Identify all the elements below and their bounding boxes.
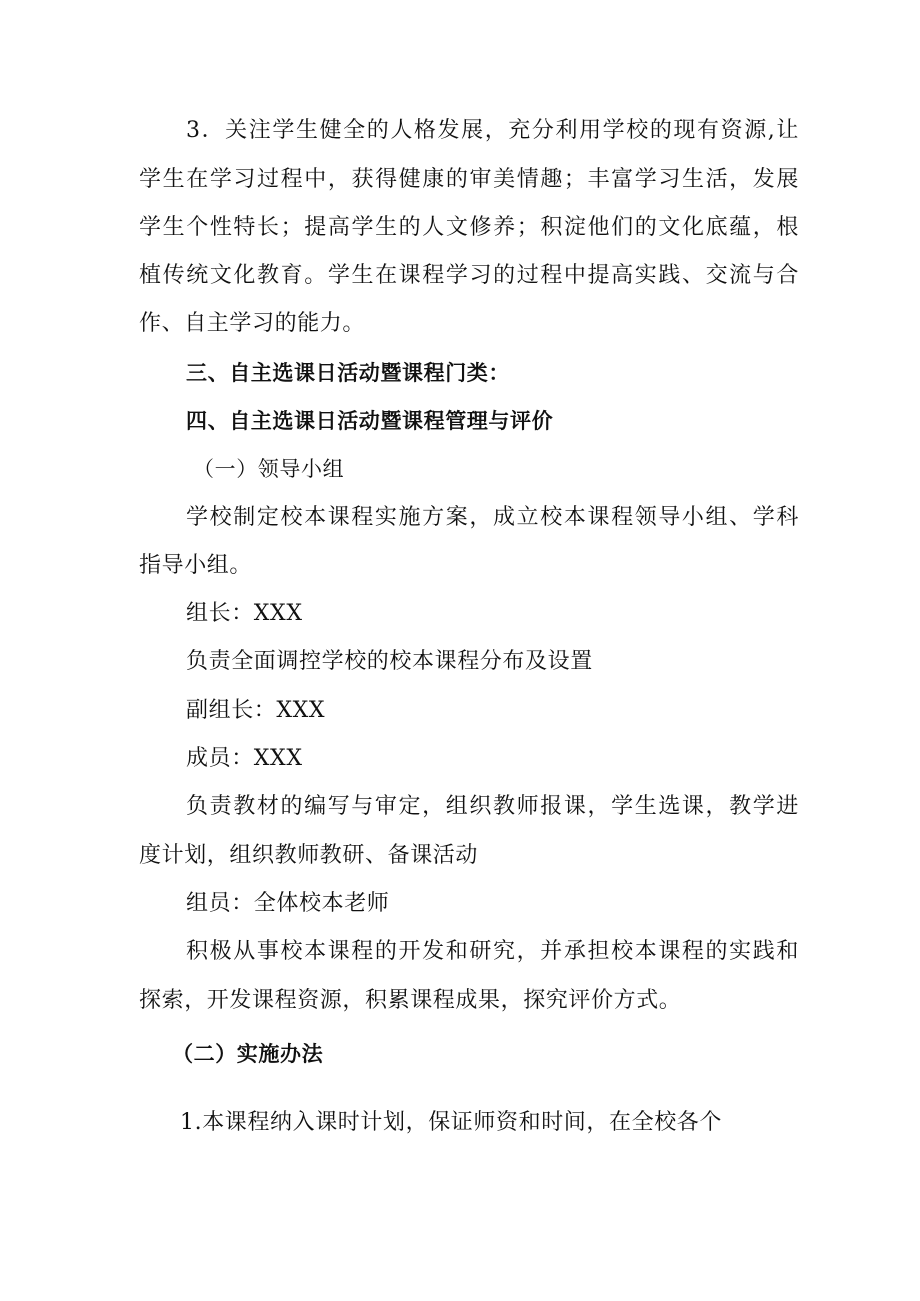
paragraph-line: 积极从事校本课程的开发和研究，并承担校本课程的实践和 (186, 939, 799, 964)
paragraph-line: 作、自主学习的能力。 (139, 311, 366, 336)
member-line: 成员：XXX (186, 746, 303, 771)
paragraph-line: 指导小组。 (139, 553, 253, 578)
paragraph-line: 负责教材的编写与审定，组织教师报课，学生选课，教学进 (186, 794, 799, 819)
section-heading-4: 四、自主选课日活动暨课程管理与评价 (186, 409, 554, 433)
leader-duty-line: 负责全面调控学校的校本课程分布及设置 (186, 649, 593, 674)
paragraph-line: 学生个性特长；提高学生的人文修养；积淀他们的文化底蕴，根 (139, 215, 799, 240)
section-heading-3: 三、自主选课日活动暨课程门类： (186, 361, 510, 385)
paragraph-line: 探索，开发课程资源，积累课程成果，探究评价方式。 (139, 988, 682, 1013)
paragraph-line: 度计划，组织教师教研、备课活动 (139, 843, 479, 868)
list-item-1: 1.本课程纳入课时计划，保证师资和时间，在全校各个 (180, 1110, 722, 1135)
paragraph-line: 学校制定校本课程实施方案，成立校本课程领导小组、学科 (186, 505, 799, 530)
paragraph-line: 学生在学习过程中，获得健康的审美情趣；丰富学习生活，发展 (139, 167, 799, 192)
paragraph-line: 3．关注学生健全的人格发展，充分利用学校的现有资源,让 (186, 118, 799, 143)
subsection-heading-1: （一）领导小组 (193, 457, 345, 481)
vice-leader-line: 副组长：XXX (186, 698, 326, 723)
subsection-heading-2: （二）实施办法 (172, 1042, 324, 1066)
paragraph-line: 植传统文化教育。学生在课程学习的过程中提高实践、交流与合 (139, 263, 799, 288)
leader-line: 组长：XXX (186, 601, 303, 626)
team-line: 组员：全体校本老师 (186, 891, 390, 916)
